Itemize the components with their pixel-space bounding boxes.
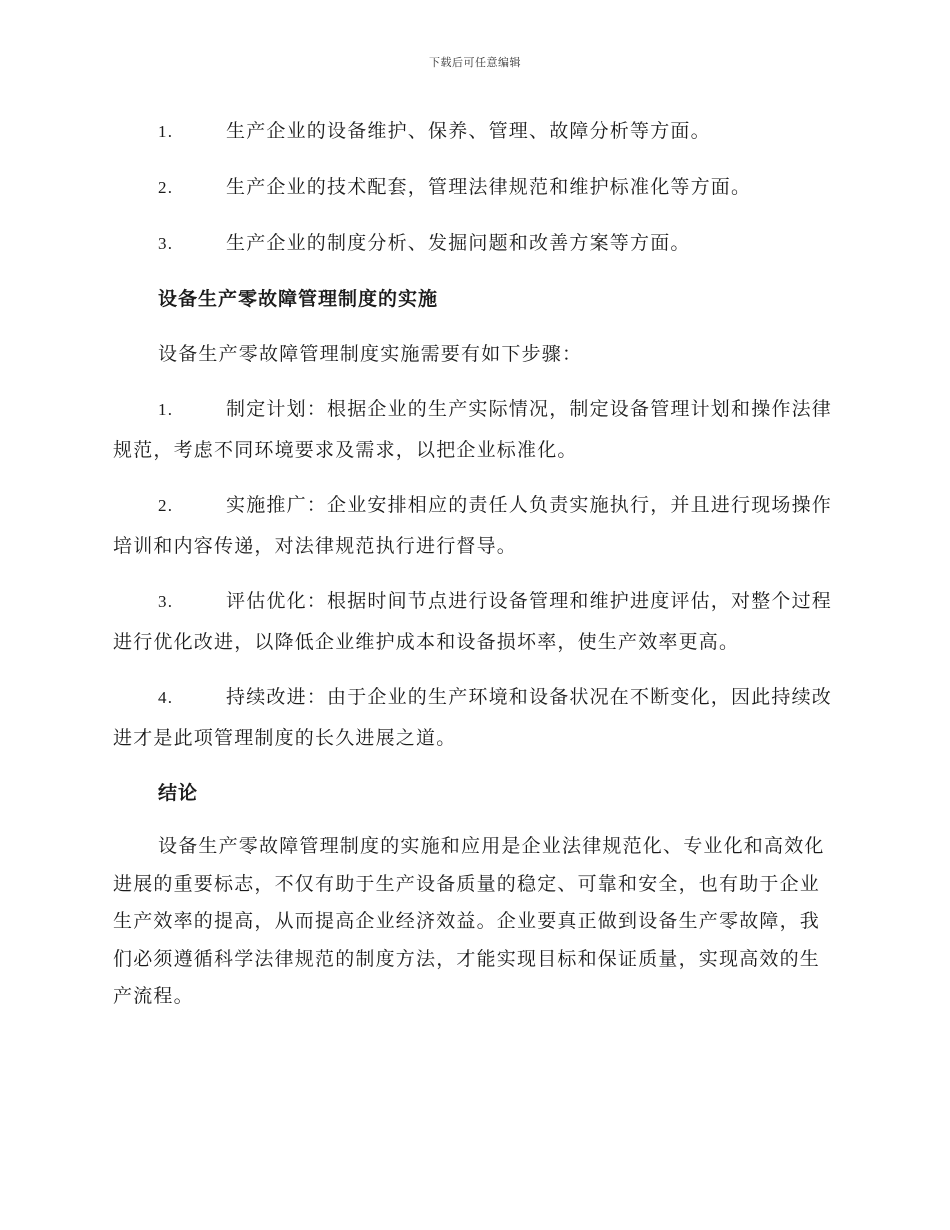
list-number: 2. [158, 496, 174, 515]
step-item-1 [113, 389, 835, 470]
list-text: 生产企业的制度分析、发掘问题和改善方案等方面。 [226, 232, 691, 254]
page-header: 下载后可任意编辑 [429, 56, 521, 69]
list-number: 3. [158, 592, 174, 611]
list-text: 生产企业的技术配套，管理法律规范和维护标准化等方面。 [226, 176, 752, 198]
list-number: 1. [158, 122, 174, 141]
list-text: 实施推广：企业安排相应的责任人负责实施执行，并且进行现场操作培训和内容传递，对法律规范执行进行督导。 [113, 494, 833, 557]
section-heading-implementation: 设备生产零故障管理制度的实施 [158, 288, 439, 310]
section-heading-conclusion: 结论 [158, 782, 199, 804]
implementation-intro: 设备生产零故障管理制度实施需要有如下步骤： [158, 343, 583, 365]
list-text: 评估优化：根据时间节点进行设备管理和维护进度评估，对整个过程进行优化改进，以降低企业维护成本和设备损坏率，使生产效率更高。 [113, 590, 833, 653]
document-body [113, 111, 835, 1031]
list-number: 3. [158, 234, 174, 253]
list-text: 制定计划：根据企业的生产实际情况，制定设备管理计划和操作法律规范，考虑不同环境要求及需求，以把企业标准化。 [113, 398, 833, 461]
list-number: 4. [158, 688, 174, 707]
conclusion-paragraph: 设备生产零故障管理制度的实施和应用是企业法律规范化、专业化和高效化进展的重要标志，不仅有助于生产设备质量的稳定、可靠和安全，也有助于企业生产效率的提高，从而提高企业经济效益。企业要真正做到设备生产零故障，我们必须遵循科学法律规范的制度方法，才能实现目标和保证质量，实现高效的生产流程。 [113, 835, 825, 1007]
list-text: 生产企业的设备维护、保养、管理、故障分析等方面。 [226, 120, 711, 142]
step-item-3 [113, 581, 835, 662]
scope-item-2 [113, 167, 835, 208]
scope-item-3 [113, 223, 835, 264]
step-item-2 [113, 485, 835, 566]
list-number: 2. [158, 178, 174, 197]
scope-item-1 [113, 111, 835, 152]
step-item-4 [113, 677, 835, 758]
list-text: 持续改进：由于企业的生产环境和设备状况在不断变化，因此持续改进才是此项管理制度的长久进展之道。 [113, 686, 833, 749]
list-number: 1. [158, 400, 174, 419]
